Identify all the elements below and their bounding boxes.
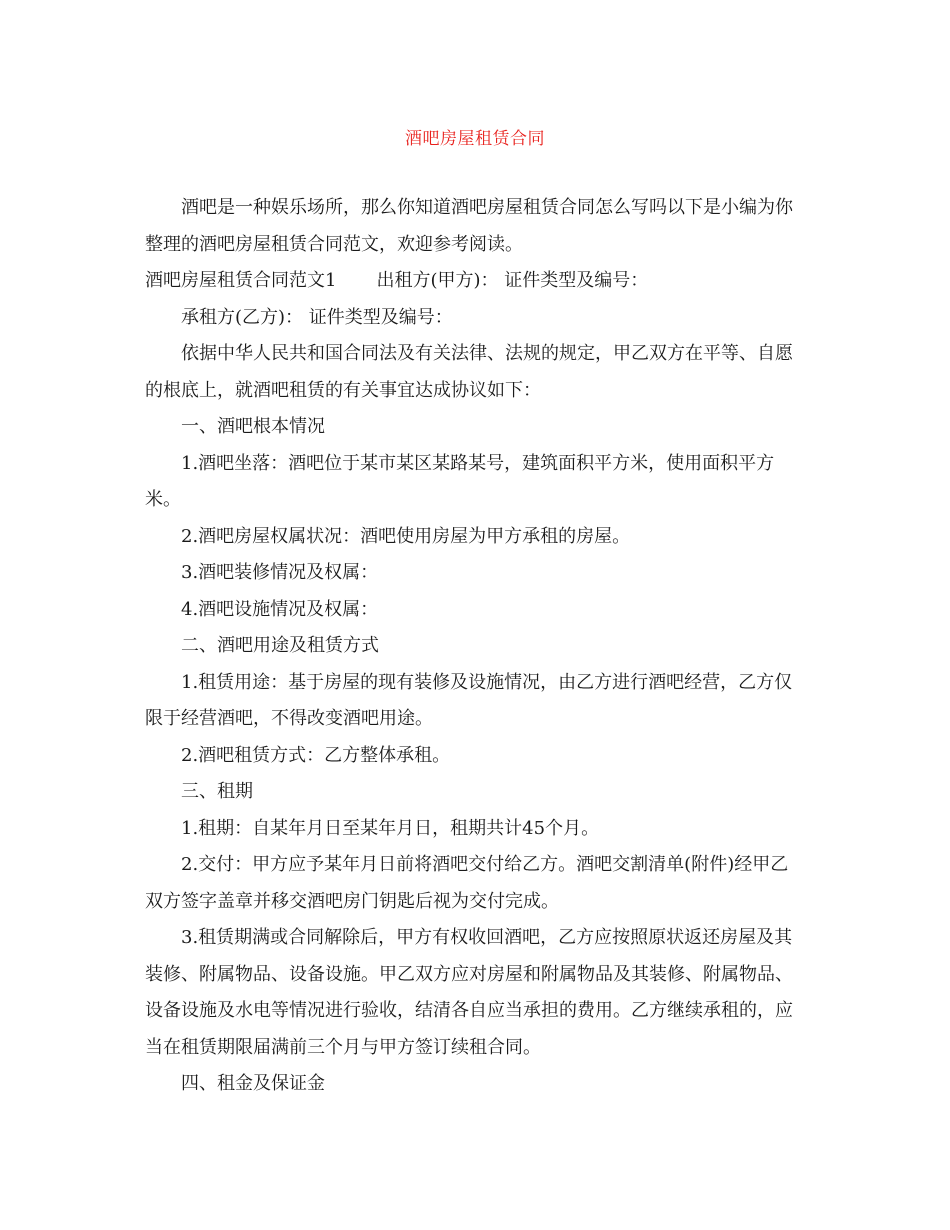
section-heading-3: 三、租期 bbox=[181, 781, 253, 802]
paragraph-2-2: 2.酒吧租赁方式：乙方整体承租。 bbox=[181, 744, 451, 766]
paragraph-1-4: 4.酒吧设施情况及权属： bbox=[181, 598, 379, 620]
paragraph-1-1: 1.酒吧坐落：酒吧位于某市某区某路某号，建筑面积平方米，使用面积平方米。 bbox=[145, 452, 775, 510]
section-heading-2: 二、酒吧用途及租赁方式 bbox=[181, 635, 379, 656]
paragraph-basis: 依据中华人民共和国合同法及有关法律、法规的规定，甲乙双方在平等、自愿的根底上，就酒吧租赁的有关事宜达成协议如下： bbox=[145, 343, 793, 401]
section-heading-4: 四、租金及保证金 bbox=[181, 1073, 325, 1094]
paragraph-intro: 酒吧是一种娱乐场所，那么你知道酒吧房屋租赁合同怎么写吗以下是小编为你整理的酒吧房屋租赁合同范文，欢迎参考阅读。 bbox=[145, 197, 793, 255]
paragraph-2-1: 1.租赁用途：基于房屋的现有装修及设施情况，由乙方进行酒吧经营，乙方仅限于经营酒吧，不得改变酒吧用途。 bbox=[145, 671, 793, 729]
paragraph-3-2: 2.交付：甲方应予某年月日前将酒吧交付给乙方。酒吧交割清单(附件)经甲乙双方签字盖章并移交酒吧房门钥匙后视为交付完成。 bbox=[145, 854, 789, 912]
lessor-line: 出租方(甲方)： 证件类型及编号： bbox=[376, 270, 649, 291]
section-heading-1: 一、酒吧根本情况 bbox=[181, 416, 325, 437]
document-body bbox=[145, 190, 805, 1103]
paragraph-1-3: 3.酒吧装修情况及权属： bbox=[181, 562, 379, 583]
paragraph-lessee: 承租方(乙方)： 证件类型及编号： bbox=[181, 306, 453, 328]
paragraph-3-1: 1.租期：自某年月日至某年月日，租期共计45个月。 bbox=[181, 817, 600, 839]
paragraph-3-3: 3.租赁期满或合同解除后，甲方有权收回酒吧，乙方应按照原状返还房屋及其装修、附属物品、设备设施。甲乙双方应对房屋和附属物品及其装修、附属物品、设备设施及水电等情况进行验收，结清各自应当承担的费用。乙方继续承租的，应当在租赁期限届满前三个月与甲方签订续租合同。 bbox=[145, 927, 793, 1058]
document-title: 酒吧房屋租赁合同 bbox=[405, 129, 545, 149]
paragraph-1-2: 2.酒吧房屋权属状况：酒吧使用房屋为甲方承租的房屋。 bbox=[181, 525, 631, 547]
paragraph-sample-header bbox=[145, 263, 805, 300]
sample-heading: 酒吧房屋租赁合同范文1 bbox=[145, 270, 337, 291]
